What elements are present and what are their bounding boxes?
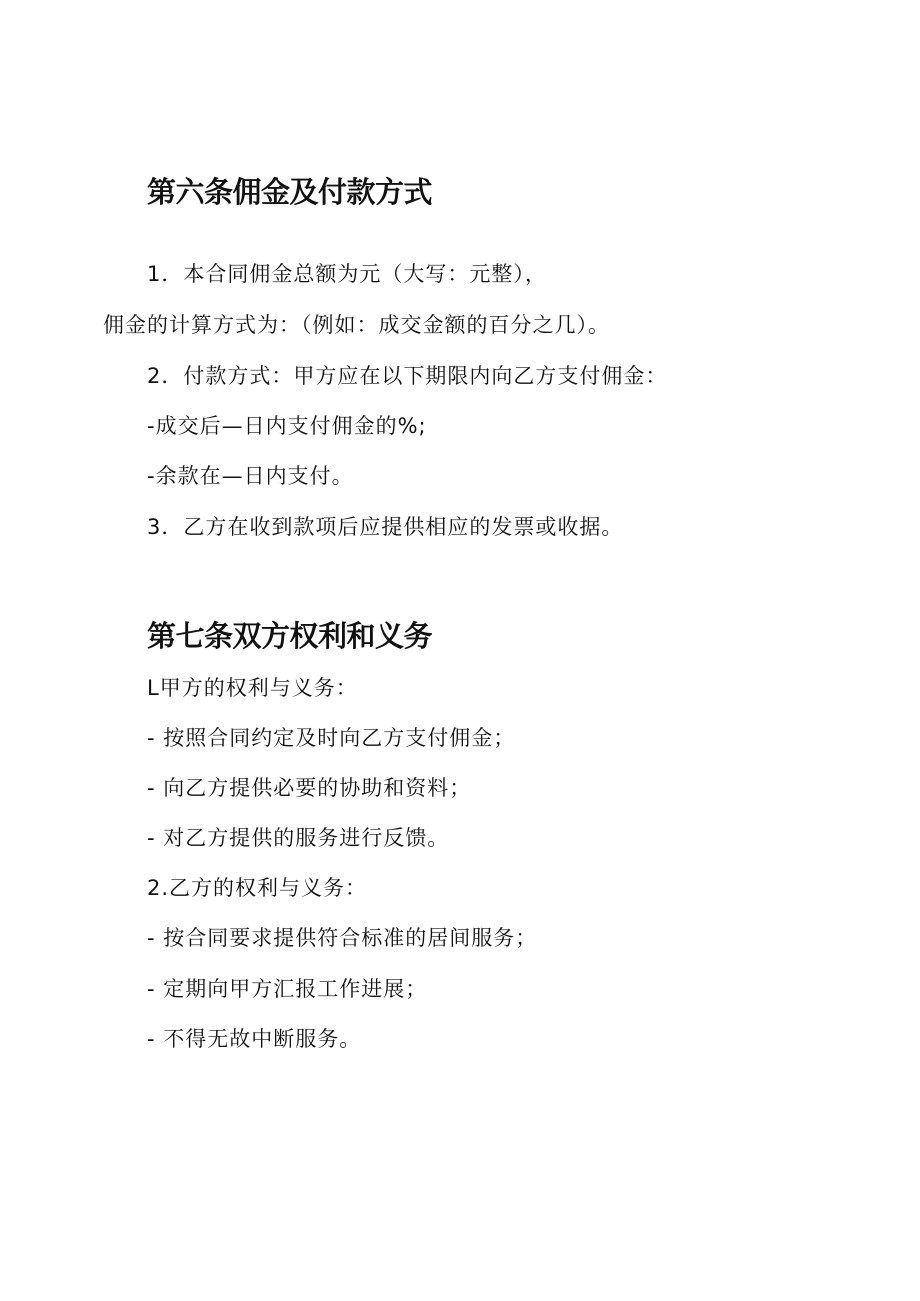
section-6-line-2: 佣金的计算方式为：（例如：成交金额的百分之几）。 xyxy=(103,313,610,337)
section-7-line-4: - 对乙方提供的服务进行反馈。 xyxy=(147,826,450,850)
section-7-line-8: - 不得无故中断服务。 xyxy=(147,1027,362,1051)
section-6-heading: 第六条佣金及付款方式 xyxy=(147,175,433,209)
section-7-line-3: - 向乙方提供必要的协助和资料； xyxy=(147,776,472,800)
section-6-line-6: 3．乙方在收到款项后应提供相应的发票或收据。 xyxy=(147,515,624,539)
section-6-line-4: -成交后—日内支付佣金的%; xyxy=(147,414,427,438)
section-7-line-7: - 定期向甲方汇报工作进展； xyxy=(147,977,428,1001)
section-7-line-5: 2.乙方的权利与义务： xyxy=(147,876,368,900)
section-6-line-3: 2．付款方式：甲方应在以下期限内向乙方支付佣金： xyxy=(147,364,668,388)
section-7-line-2: - 按照合同约定及时向乙方支付佣金； xyxy=(147,726,516,750)
section-7-line-1: L甲方的权利与义务： xyxy=(147,676,358,700)
section-6-line-1: 1．本合同佣金总额为元（大写：元整）， xyxy=(147,262,547,286)
section-7-line-6: - 按合同要求提供符合标准的居间服务； xyxy=(147,926,538,950)
section-6-line-5: -余款在—日内支付。 xyxy=(147,464,354,488)
section-7-heading: 第七条双方权利和义务 xyxy=(147,619,433,653)
